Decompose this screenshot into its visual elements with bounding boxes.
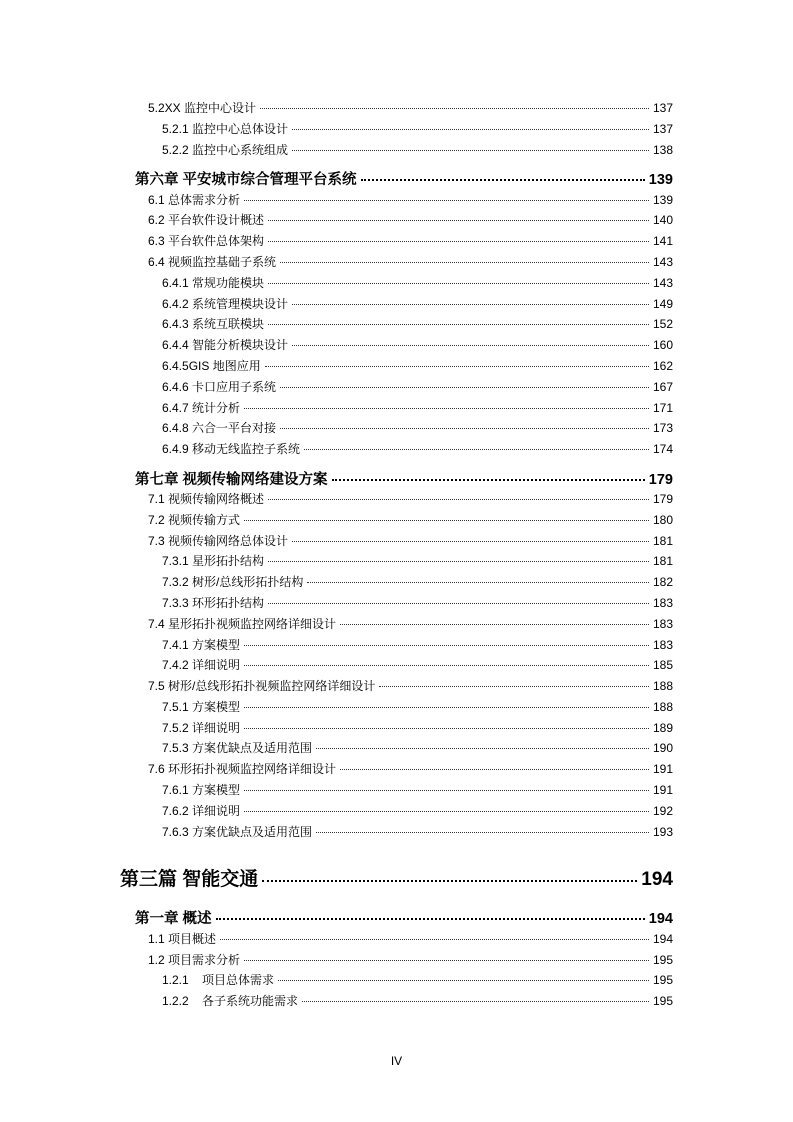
toc-entry[interactable] <box>148 232 673 249</box>
toc-entry-label: 7.1 视频传输网络概述 <box>148 492 265 506</box>
toc-entry-label: 7.3.2 树形/总线形拓扑结构 <box>162 575 304 589</box>
toc-entry-page: 167 <box>652 380 673 394</box>
toc-entry-page: 183 <box>652 617 673 631</box>
dot-leader <box>268 241 649 242</box>
toc-entry-page: 195 <box>652 953 673 967</box>
toc-entry-page: 173 <box>652 421 673 435</box>
toc-entry-label: 7.6.1 方案模型 <box>162 783 241 797</box>
toc-entry[interactable] <box>148 615 673 632</box>
dot-leader <box>216 918 645 920</box>
toc-entry-label: 6.4.6 卡口应用子系统 <box>162 380 277 394</box>
toc-entry[interactable] <box>162 120 673 137</box>
toc-entry-label: 6.4.3 系统互联模块 <box>162 317 265 331</box>
toc-entry-page: 137 <box>652 122 673 136</box>
toc-entry-label: 第三篇 智能交通 <box>120 869 259 890</box>
toc-entry-label: 7.4 星形拓扑视频监控网络详细设计 <box>148 617 337 631</box>
dot-leader <box>292 129 649 130</box>
dot-leader <box>244 960 649 961</box>
toc-entry[interactable] <box>162 399 673 416</box>
toc-entry-page: 162 <box>652 359 673 373</box>
toc-entry-page: 191 <box>652 783 673 797</box>
toc-entry[interactable] <box>148 490 673 507</box>
toc-entry[interactable] <box>162 739 673 756</box>
dot-leader <box>340 624 649 625</box>
toc-entry-label: 1.2 项目需求分析 <box>148 953 241 967</box>
toc-entry-page: 179 <box>648 472 673 488</box>
toc-entry-label: 7.3.3 环形拓扑结构 <box>162 596 265 610</box>
toc-entry-page: 195 <box>652 973 673 987</box>
dot-leader <box>292 541 649 542</box>
dot-leader <box>244 707 649 708</box>
toc-entry[interactable] <box>162 552 673 569</box>
toc-entry-label: 6.4.7 统计分析 <box>162 401 241 415</box>
toc-entry-label: 第一章 概述 <box>135 911 212 927</box>
toc-entry-page: 179 <box>652 492 673 506</box>
toc-entry-label: 6.4.9 移动无线监控子系统 <box>162 442 301 456</box>
toc-entry-page: 138 <box>652 143 673 157</box>
toc-entry-page: 182 <box>652 575 673 589</box>
toc-entry[interactable] <box>162 992 673 1009</box>
toc-entry-page: 181 <box>652 534 673 548</box>
toc-entry-page: 139 <box>648 172 673 188</box>
toc-entry-label: 6.4.5GIS 地图应用 <box>162 359 261 373</box>
toc-entry-label: 7.4.2 详细说明 <box>162 658 241 672</box>
dot-leader <box>280 428 649 429</box>
toc-entry-page: 183 <box>652 596 673 610</box>
toc-entry-page: 181 <box>652 554 673 568</box>
toc-entry-label: 第六章 平安城市综合管理平台系统 <box>135 172 357 188</box>
toc-entry[interactable] <box>162 636 673 653</box>
dot-leader <box>244 200 649 201</box>
dot-leader <box>268 603 649 604</box>
toc-entry[interactable] <box>162 440 673 457</box>
toc-entry[interactable] <box>162 594 673 611</box>
toc-chapter-entry[interactable] <box>135 907 673 928</box>
dot-leader <box>244 665 649 666</box>
toc-entry-page: 171 <box>652 401 673 415</box>
toc-entry-page: 141 <box>652 234 673 248</box>
dot-leader <box>262 880 637 882</box>
toc-entry-page: 193 <box>652 825 673 839</box>
toc-entry[interactable] <box>162 141 673 158</box>
toc-entry-label: 7.6.2 详细说明 <box>162 804 241 818</box>
dot-leader <box>332 479 645 481</box>
toc-entry[interactable] <box>162 315 673 332</box>
toc-entry-label: 7.3 视频传输网络总体设计 <box>148 534 289 548</box>
dot-leader <box>379 686 649 687</box>
dot-leader <box>292 345 649 346</box>
toc-entry[interactable] <box>162 357 673 374</box>
toc-chapter-entry[interactable] <box>135 168 673 189</box>
toc-entry[interactable] <box>162 719 673 736</box>
toc-entry[interactable] <box>162 698 673 715</box>
toc-entry-page: 143 <box>652 255 673 269</box>
toc-entry-page: 195 <box>652 994 673 1008</box>
toc-entry-label: 7.3.1 星形拓扑结构 <box>162 554 265 568</box>
dot-leader <box>244 408 649 409</box>
dot-leader <box>268 499 649 500</box>
toc-entry[interactable] <box>162 336 673 353</box>
dot-leader <box>268 283 649 284</box>
toc-entry-label: 7.4.1 方案模型 <box>162 638 241 652</box>
toc-entry-label: 6.3 平台软件总体架构 <box>148 234 265 248</box>
toc-entry-label: 6.2 平台软件设计概述 <box>148 213 265 227</box>
toc-entry-page: 143 <box>652 276 673 290</box>
toc-chapter-entry[interactable] <box>135 468 673 489</box>
toc-entry-label: 7.5.3 方案优缺点及适用范围 <box>162 741 313 755</box>
dot-leader <box>280 262 649 263</box>
toc-entry[interactable] <box>148 930 673 947</box>
toc-entry-label: 5.2XX 监控中心设计 <box>148 101 257 115</box>
page-number: IV <box>390 1054 403 1068</box>
toc-entry[interactable] <box>162 295 673 312</box>
toc-entry-page: 194 <box>652 932 673 946</box>
toc-entry-label: 7.6.3 方案优缺点及适用范围 <box>162 825 313 839</box>
toc-entry[interactable] <box>148 511 673 528</box>
toc-entry[interactable] <box>162 274 673 291</box>
toc-entry-page: 160 <box>652 338 673 352</box>
toc-entry-label: 5.2.1 监控中心总体设计 <box>162 122 289 136</box>
dot-leader <box>340 769 649 770</box>
toc-entry-page: 191 <box>652 762 673 776</box>
toc-entry-page: 185 <box>652 658 673 672</box>
toc-entry[interactable] <box>148 191 673 208</box>
toc-entry-label: 6.4.8 六合一平台对接 <box>162 421 277 435</box>
dot-leader <box>307 582 649 583</box>
toc-entry[interactable] <box>148 760 673 777</box>
toc-entry-label: 1.2.1 项目总体需求 <box>162 973 275 987</box>
toc-entry[interactable] <box>162 781 673 798</box>
dot-leader <box>260 108 649 109</box>
toc-entry-page: 137 <box>652 101 673 115</box>
toc-entry-page: 194 <box>641 869 673 890</box>
toc-entry-label: 1.1 项目概述 <box>148 932 217 946</box>
toc-entry[interactable] <box>162 573 673 590</box>
toc-entry[interactable] <box>148 951 673 968</box>
toc-entry-label: 7.2 视频传输方式 <box>148 513 241 527</box>
dot-leader <box>244 790 649 791</box>
toc-entry[interactable] <box>148 532 673 549</box>
toc-entry[interactable] <box>162 378 673 395</box>
dot-leader <box>302 1001 649 1002</box>
dot-leader <box>361 179 645 181</box>
dot-leader <box>304 449 649 450</box>
dot-leader <box>316 748 649 749</box>
dot-leader <box>268 324 649 325</box>
toc-entry-label: 7.5.1 方案模型 <box>162 700 241 714</box>
dot-leader <box>316 832 649 833</box>
toc-entry-label: 5.2.2 监控中心系统组成 <box>162 143 289 157</box>
dot-leader <box>268 220 649 221</box>
dot-leader <box>278 980 649 981</box>
toc-entry-page: 188 <box>652 679 673 693</box>
dot-leader <box>280 387 649 388</box>
dot-leader <box>265 366 649 367</box>
toc-entry[interactable] <box>162 971 673 988</box>
toc-entry-page: 188 <box>652 700 673 714</box>
toc-entry[interactable] <box>148 253 673 270</box>
toc-entry[interactable] <box>162 656 673 673</box>
toc-entry-label: 1.2.2 各子系统功能需求 <box>162 994 299 1008</box>
toc-entry-page: 152 <box>652 317 673 331</box>
toc-entry-label: 6.4.1 常规功能模块 <box>162 276 265 290</box>
toc-entry[interactable] <box>148 677 673 694</box>
dot-leader <box>244 728 649 729</box>
toc-entry-label: 7.5.2 详细说明 <box>162 721 241 735</box>
toc-entry-page: 174 <box>652 442 673 456</box>
toc-entry[interactable] <box>162 419 673 436</box>
dot-leader <box>292 150 649 151</box>
toc-entry[interactable] <box>162 823 673 840</box>
toc-entry-page: 192 <box>652 804 673 818</box>
toc-entry-label: 6.4 视频监控基础子系统 <box>148 255 277 269</box>
toc-entry-label: 7.6 环形拓扑视频监控网络详细设计 <box>148 762 337 776</box>
toc-entry-page: 194 <box>648 911 673 927</box>
toc-entry-page: 139 <box>652 193 673 207</box>
dot-leader <box>268 561 649 562</box>
toc-entry-label: 第七章 视频传输网络建设方案 <box>135 472 328 488</box>
dot-leader <box>292 304 649 305</box>
toc-entry-page: 140 <box>652 213 673 227</box>
dot-leader <box>244 520 649 521</box>
toc-entry[interactable] <box>148 99 673 116</box>
toc-entry-page: 180 <box>652 513 673 527</box>
toc-entry-label: 7.5 树形/总线形拓扑视频监控网络详细设计 <box>148 679 376 693</box>
toc-entry-label: 6.1 总体需求分析 <box>148 193 241 207</box>
toc-entry-label: 6.4.4 智能分析模块设计 <box>162 338 289 352</box>
toc-entry-label: 6.4.2 系统管理模块设计 <box>162 297 289 311</box>
toc-entry-page: 149 <box>652 297 673 311</box>
dot-leader <box>244 811 649 812</box>
dot-leader <box>244 645 649 646</box>
toc-entry-page: 190 <box>652 741 673 755</box>
toc-entry-page: 183 <box>652 638 673 652</box>
toc-entry[interactable] <box>148 211 673 228</box>
dot-leader <box>220 939 649 940</box>
toc-entry-page: 189 <box>652 721 673 735</box>
toc-entry[interactable] <box>162 802 673 819</box>
toc-part-entry[interactable] <box>120 864 673 891</box>
